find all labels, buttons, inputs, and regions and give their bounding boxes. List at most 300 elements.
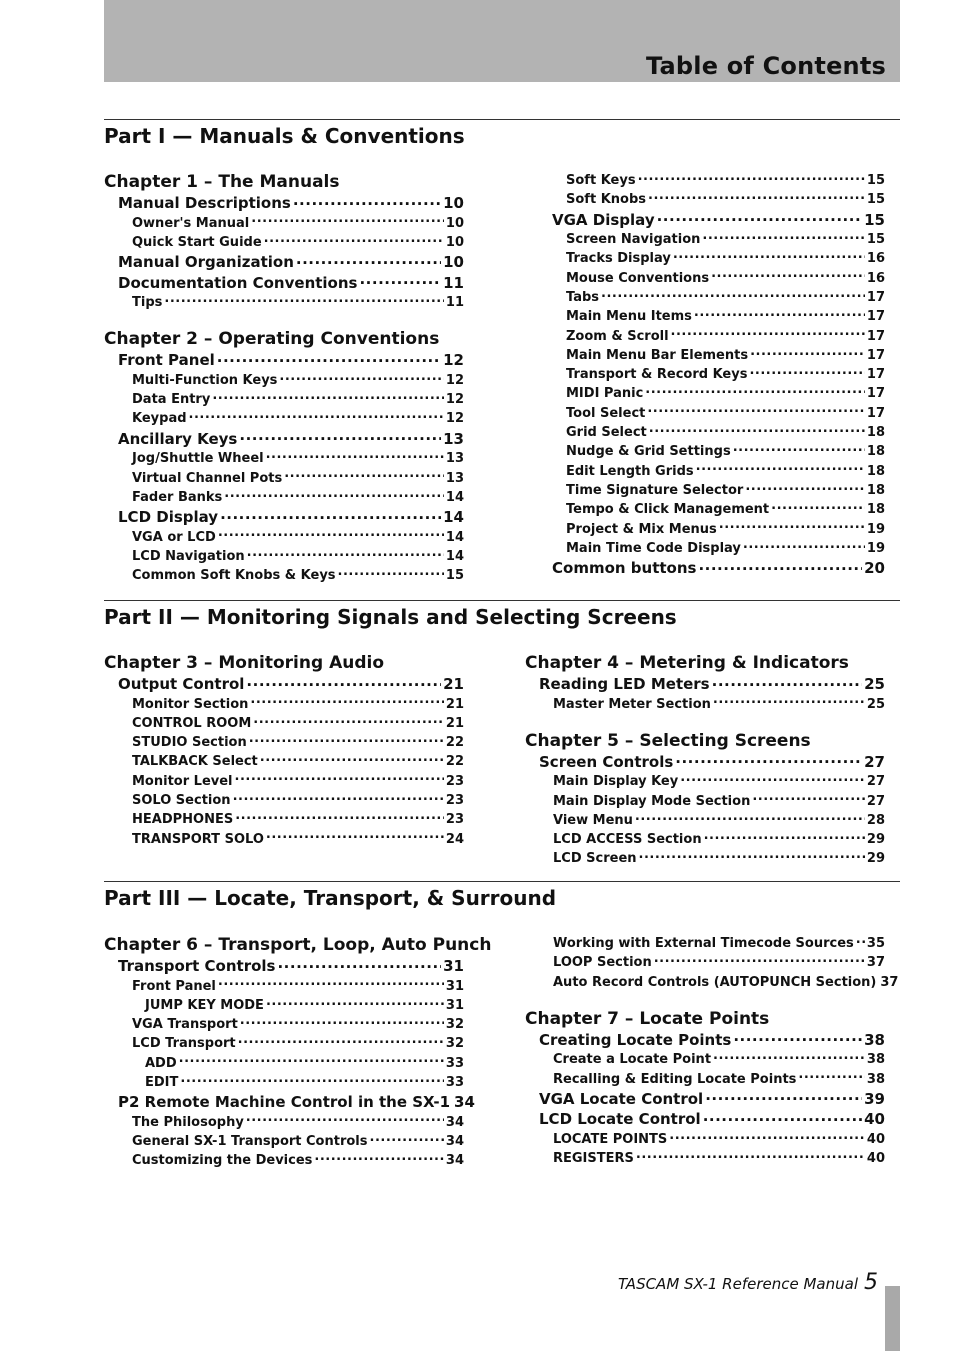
entry-label: Manual Descriptions	[118, 194, 291, 212]
entry-label: Screen Navigation	[566, 232, 701, 248]
dot-leader	[212, 390, 444, 403]
entry-label: Front Panel	[132, 978, 216, 994]
toc-section-entry[interactable]	[104, 350, 464, 371]
entry-label: Ancillary Keys	[118, 429, 238, 448]
toc-subsection-entry[interactable]	[538, 500, 885, 519]
toc-subsection-entry[interactable]	[104, 233, 464, 252]
entry-page-number: 12	[445, 372, 464, 388]
entry-label: Quick Start Guide	[132, 234, 262, 250]
toc-subsection-entry[interactable]	[525, 1070, 885, 1089]
toc-section-entry[interactable]	[104, 252, 464, 273]
entry-label: HEADPHONES	[132, 812, 234, 828]
entry-page-number: 19	[866, 521, 885, 537]
entry-label: General SX-1 Transport Controls	[132, 1134, 368, 1150]
entry-label: Grid Select	[566, 425, 647, 441]
toc-section-entry[interactable]	[104, 507, 464, 528]
toc-subsection-entry[interactable]	[525, 953, 885, 972]
dot-leader	[264, 233, 444, 246]
toc-subsection-entry[interactable]	[104, 449, 464, 468]
entry-page-number: 25	[864, 675, 885, 693]
dot-leader	[370, 1132, 444, 1145]
toc-section-entry[interactable]	[525, 674, 885, 695]
entry-label: Recalling & Editing Locate Points	[553, 1071, 797, 1087]
part-title: Part II — Monitoring Signals and Selecting Screens	[104, 605, 677, 629]
entry-label: LCD Transport	[132, 1036, 236, 1052]
entry-label: LCD Locate Control	[539, 1110, 701, 1129]
dot-leader	[217, 350, 441, 365]
toc-subsection-entry[interactable]	[525, 772, 885, 791]
dot-leader	[712, 674, 863, 689]
chapter-heading: Chapter 6 – Transport, Loop, Auto Punch	[104, 935, 492, 955]
part-2	[104, 600, 900, 881]
entry-label: EDIT	[145, 1074, 179, 1090]
entry-label: Screen Controls	[539, 752, 674, 771]
toc-section-entry[interactable]	[104, 273, 464, 294]
toc-subsection-entry[interactable]	[104, 695, 464, 714]
toc-subsection-entry[interactable]	[525, 695, 885, 714]
dot-leader	[189, 409, 444, 422]
dot-leader	[856, 934, 865, 947]
toc-subsection-entry[interactable]	[538, 171, 885, 190]
entry-page-number: 38	[864, 1030, 885, 1049]
toc-subsection-entry[interactable]	[525, 849, 885, 868]
entry-page-number: 10	[443, 194, 464, 212]
entry-page-number: 10	[443, 253, 464, 272]
entry-page-number: 13	[443, 429, 464, 448]
dot-leader	[702, 230, 864, 243]
toc-subsection-entry[interactable]	[538, 404, 885, 423]
entry-page-number: 33	[445, 1055, 464, 1071]
dot-leader	[266, 830, 444, 843]
toc-subsection-entry[interactable]	[525, 973, 899, 992]
entry-page-number: 32	[445, 1017, 464, 1033]
page-number: 5	[864, 1270, 878, 1295]
entry-page-number: 27	[864, 752, 885, 771]
toc-subsection-entry[interactable]	[525, 1130, 885, 1149]
entry-label: LCD Screen	[553, 851, 637, 867]
page-footer	[618, 1270, 878, 1295]
entry-label: Zoom & Scroll	[566, 328, 669, 344]
dot-leader	[745, 481, 865, 494]
dot-leader	[694, 307, 865, 320]
toc-section-entry[interactable]	[104, 193, 464, 214]
entry-page-number: 35	[866, 936, 885, 951]
entry-page-number: 29	[866, 832, 885, 848]
toc-section-entry[interactable]	[104, 956, 464, 977]
dot-leader	[359, 273, 441, 288]
dot-leader	[601, 288, 865, 301]
toc-section-entry[interactable]	[538, 210, 885, 231]
toc-subsection-entry[interactable]	[104, 1113, 464, 1132]
entry-page-number: 40	[864, 1110, 885, 1129]
dot-leader	[246, 674, 441, 689]
dot-leader	[649, 423, 865, 436]
dot-leader	[253, 714, 444, 727]
entry-page-number: 17	[866, 309, 885, 325]
toc-subsection-entry[interactable]	[538, 327, 885, 346]
entry-page-number: 14	[445, 489, 464, 505]
entry-page-number: 13	[445, 451, 464, 467]
entry-page-number: 17	[866, 328, 885, 344]
entry-label: VGA Display	[552, 210, 655, 229]
toc-subsection-entry[interactable]	[538, 481, 885, 500]
entry-label: Main Menu Items	[566, 309, 692, 325]
toc-subsection-entry[interactable]	[104, 1073, 464, 1092]
toc-subsection-entry[interactable]	[538, 346, 885, 365]
entry-page-number: 10	[445, 234, 464, 250]
entry-label: Create a Locate Point	[553, 1052, 712, 1068]
dot-leader	[240, 1015, 444, 1028]
dot-leader	[743, 539, 865, 552]
entry-page-number: 40	[866, 1151, 885, 1167]
entry-page-number: 11	[445, 295, 464, 311]
toc-subsection-entry[interactable]	[538, 442, 885, 461]
spacer	[525, 714, 885, 730]
toc-subsection-entry[interactable]	[104, 293, 464, 312]
entry-label: CONTROL ROOM	[132, 715, 252, 731]
entry-page-number: 11	[443, 273, 464, 292]
toc-subsection-entry[interactable]	[104, 1132, 464, 1151]
dot-leader	[293, 193, 441, 208]
thumb-tab	[885, 1286, 900, 1351]
toc-subsection-entry[interactable]	[538, 288, 885, 307]
toc-section-entry[interactable]	[525, 752, 885, 773]
toc-subsection-entry[interactable]	[104, 830, 464, 849]
entry-page-number: 21	[445, 715, 464, 731]
toc-subsection-entry[interactable]	[538, 520, 885, 539]
entry-page-number: 15	[864, 210, 885, 229]
entry-label: Main Display Key	[553, 774, 679, 790]
entry-label: Front Panel	[118, 351, 215, 370]
entry-label: Tool Select	[566, 405, 646, 421]
dot-leader	[669, 1130, 865, 1143]
toc-subsection-entry[interactable]	[538, 249, 885, 268]
entry-label: View Menu	[553, 812, 633, 828]
entry-label: Common Soft Knobs & Keys	[132, 568, 336, 584]
part-3	[104, 881, 900, 1182]
entry-page-number: 37	[880, 974, 899, 990]
entry-page-number: 38	[866, 1071, 885, 1087]
entry-page-number: 31	[443, 957, 464, 975]
toc-subsection-entry[interactable]	[525, 934, 885, 953]
dot-leader	[284, 469, 444, 482]
entry-label: Edit Length Grids	[566, 463, 694, 479]
toc-subsection-entry[interactable]	[104, 772, 464, 791]
entry-page-number: 17	[866, 367, 885, 383]
entry-page-number: 23	[445, 792, 464, 808]
chapter-heading: Chapter 7 – Locate Points	[525, 1008, 770, 1029]
entry-label: VGA or LCD	[132, 529, 216, 545]
dot-leader	[277, 956, 441, 971]
toc-subsection-entry[interactable]	[104, 547, 464, 566]
entry-page-number: 31	[445, 997, 464, 1013]
entry-label: LOOP Section	[553, 955, 652, 971]
entry-label: VGA Transport	[132, 1017, 238, 1033]
chapter-heading: Chapter 4 – Metering & Indicators	[525, 653, 849, 673]
entry-label: Mouse Conventions	[566, 270, 710, 286]
toc-subsection-entry[interactable]	[538, 462, 885, 481]
dot-leader	[752, 792, 865, 805]
dot-leader	[314, 1151, 444, 1164]
entry-label: Soft Knobs	[566, 192, 646, 208]
toc-subsection-entry[interactable]	[538, 384, 885, 403]
entry-label: Manual Organization	[118, 253, 294, 272]
header-band	[104, 0, 900, 82]
entry-page-number: 27	[866, 774, 885, 790]
entry-page-number: 12	[445, 392, 464, 408]
manual-name: TASCAM SX-1 Reference Manual	[618, 1275, 858, 1293]
entry-label: Transport & Record Keys	[566, 367, 748, 383]
entry-page-number: 16	[866, 251, 885, 267]
entry-label: Tips	[132, 295, 163, 311]
entry-label: The Philosophy	[132, 1114, 244, 1130]
entry-label: Main Time Code Display	[566, 540, 741, 556]
entry-label: Time Signature Selector	[566, 482, 744, 498]
spacer	[104, 312, 464, 328]
entry-page-number: 19	[866, 540, 885, 556]
dot-leader	[220, 507, 441, 522]
entry-page-number: 34	[445, 1114, 464, 1130]
toc-subsection-entry[interactable]	[538, 307, 885, 326]
dot-leader	[713, 1050, 865, 1063]
toc-section-entry[interactable]	[525, 1030, 885, 1051]
toc-section-entry[interactable]	[525, 1109, 885, 1130]
toc-subsection-entry[interactable]	[525, 792, 885, 811]
toc-subsection-entry[interactable]	[104, 977, 464, 996]
entry-label: Master Meter Section	[553, 696, 711, 712]
entry-label: Monitor Section	[132, 696, 249, 712]
entry-label: Main Menu Bar Elements	[566, 347, 749, 363]
entry-label: TALKBACK Select	[132, 754, 258, 770]
dot-leader	[266, 449, 444, 462]
toc-subsection-entry[interactable]	[104, 488, 464, 507]
toc-subsection-entry[interactable]	[538, 269, 885, 288]
dot-leader	[164, 293, 444, 306]
dot-leader	[657, 210, 863, 225]
entry-label: Soft Keys	[566, 173, 636, 188]
toc-subsection-entry[interactable]	[538, 423, 885, 442]
toc-section-entry[interactable]	[525, 1089, 885, 1110]
toc-column-left	[104, 934, 492, 1171]
entry-page-number: 40	[866, 1131, 885, 1147]
dot-leader	[771, 500, 865, 513]
entry-page-number: 15	[866, 173, 885, 188]
toc-subsection-entry[interactable]	[104, 214, 464, 233]
page-title: Table of Contents	[646, 52, 886, 80]
entry-page-number: 18	[866, 463, 885, 479]
toc-section-entry[interactable]	[104, 429, 464, 450]
entry-label: LOCATE POINTS	[553, 1131, 668, 1147]
dot-leader	[224, 488, 444, 501]
dot-leader	[704, 830, 865, 843]
entry-page-number: 17	[866, 347, 885, 363]
entry-page-number: 34	[445, 1153, 464, 1169]
toc-subsection-entry[interactable]	[104, 566, 464, 585]
dot-leader	[296, 252, 441, 267]
dot-leader	[639, 849, 865, 862]
entry-label: Tabs	[566, 289, 600, 305]
entry-page-number: 34	[454, 1093, 475, 1112]
toc-subsection-entry[interactable]	[104, 752, 464, 771]
dot-leader	[179, 1054, 444, 1067]
entry-page-number: 14	[445, 548, 464, 564]
entry-page-number: 32	[445, 1036, 464, 1052]
toc-subsection-entry[interactable]	[104, 528, 464, 547]
toc-subsection-entry[interactable]	[104, 1034, 464, 1053]
entry-label: LCD Navigation	[132, 548, 245, 564]
entry-page-number: 12	[443, 351, 464, 370]
toc-subsection-entry[interactable]	[104, 469, 464, 488]
entry-label: Common buttons	[552, 559, 697, 578]
entry-label: STUDIO Section	[132, 735, 247, 751]
dot-leader	[750, 346, 865, 359]
toc-subsection-entry[interactable]	[104, 1151, 464, 1170]
dot-leader	[680, 772, 865, 785]
entry-page-number: 14	[445, 529, 464, 545]
chapter-heading: Chapter 5 – Selecting Screens	[525, 730, 811, 751]
entry-label: MIDI Panic	[566, 386, 644, 402]
entry-label: Documentation Conventions	[118, 273, 358, 292]
entry-label: Multi-Function Keys	[132, 372, 278, 388]
toc-subsection-entry[interactable]	[104, 390, 464, 409]
toc-subsection-entry[interactable]	[104, 1015, 464, 1034]
toc-subsection-entry[interactable]	[104, 409, 464, 428]
entry-page-number: 22	[445, 754, 464, 770]
toc-subsection-entry[interactable]	[538, 539, 885, 558]
entry-page-number: 15	[445, 568, 464, 584]
dot-leader	[798, 1070, 865, 1083]
entry-page-number: 14	[443, 508, 464, 527]
toc-subsection-entry[interactable]	[525, 1050, 885, 1069]
entry-page-number: 22	[445, 735, 464, 751]
entry-label: SOLO Section	[132, 792, 231, 808]
entry-label: LCD ACCESS Section	[553, 832, 702, 848]
dot-leader	[647, 404, 865, 417]
dot-leader	[233, 791, 444, 804]
dot-leader	[218, 528, 444, 541]
entry-label: Reading LED Meters	[539, 675, 710, 693]
dot-leader	[238, 1034, 444, 1047]
entry-page-number: 34	[445, 1134, 464, 1150]
entry-page-number: 21	[445, 696, 464, 712]
toc-column-left	[104, 652, 464, 849]
dot-leader	[696, 462, 865, 475]
entry-label: Nudge & Grid Settings	[566, 444, 731, 460]
entry-label: REGISTERS	[553, 1151, 634, 1167]
toc-subsection-entry[interactable]	[525, 1149, 885, 1168]
dot-leader	[235, 772, 444, 785]
dot-leader	[749, 365, 864, 378]
entry-label: Tempo & Click Management	[566, 502, 770, 518]
entry-page-number: 18	[866, 444, 885, 460]
entry-page-number: 20	[864, 559, 885, 578]
dot-leader	[645, 384, 865, 397]
toc-column-left	[104, 171, 464, 586]
entry-label: Tracks Display	[566, 251, 671, 267]
part-title: Part I — Manuals & Conventions	[104, 124, 465, 148]
entry-label: P2 Remote Machine Control in the SX-1	[118, 1093, 451, 1112]
toc-section-entry[interactable]	[104, 1092, 475, 1113]
dot-leader	[338, 566, 444, 579]
dot-leader	[638, 171, 865, 184]
entry-label: Keypad	[132, 411, 187, 427]
dot-leader	[180, 1073, 444, 1086]
entry-page-number: 10	[445, 215, 464, 231]
entry-label: Owner's Manual	[132, 215, 250, 231]
toc-subsection-entry[interactable]	[538, 365, 885, 384]
entry-label: ADD	[145, 1055, 177, 1071]
dot-leader	[635, 811, 865, 824]
chapter-heading: Chapter 2 – Operating Conventions	[104, 329, 440, 350]
entry-page-number: 29	[866, 851, 885, 867]
dot-leader	[719, 520, 865, 533]
dot-leader	[246, 1113, 444, 1126]
entry-label: Main Display Mode Section	[553, 793, 751, 809]
entry-label: Creating Locate Points	[539, 1030, 732, 1049]
entry-label: Transport Controls	[118, 957, 276, 975]
toc-subsection-entry[interactable]	[538, 190, 885, 209]
entry-page-number: 18	[866, 482, 885, 498]
dot-leader	[247, 547, 444, 560]
entry-label: Customizing the Devices	[132, 1153, 313, 1169]
dot-leader	[235, 810, 444, 823]
entry-page-number: 24	[445, 831, 464, 847]
dot-leader	[636, 1149, 865, 1162]
toc-column-right	[525, 652, 885, 869]
toc-subsection-entry[interactable]	[525, 811, 885, 830]
toc-subsection-entry[interactable]	[104, 714, 464, 733]
toc-column-right	[538, 171, 885, 579]
entry-page-number: 37	[866, 955, 885, 971]
entry-label: Data Entry	[132, 392, 211, 408]
dot-leader	[733, 442, 865, 455]
entry-label: Fader Banks	[132, 489, 223, 505]
entry-page-number: 27	[866, 793, 885, 809]
toc-subsection-entry[interactable]	[538, 230, 885, 249]
toc-subsection-entry[interactable]	[104, 733, 464, 752]
dot-leader	[249, 733, 444, 746]
toc-subsection-entry[interactable]	[525, 830, 885, 849]
toc-subsection-entry[interactable]	[104, 810, 464, 829]
dot-leader	[733, 1030, 862, 1045]
toc-subsection-entry[interactable]	[104, 371, 464, 390]
entry-page-number: 39	[864, 1089, 885, 1108]
entry-page-number: 12	[445, 411, 464, 427]
entry-page-number: 23	[445, 812, 464, 828]
dot-leader	[654, 953, 865, 966]
toc-section-entry[interactable]	[538, 558, 885, 579]
entry-page-number: 17	[866, 289, 885, 305]
entry-label: Output Control	[118, 675, 245, 693]
toc-subsection-entry[interactable]	[104, 996, 464, 1015]
entry-page-number: 31	[445, 978, 464, 994]
toc-section-entry[interactable]	[104, 674, 464, 695]
entry-label: LCD Display	[118, 508, 219, 527]
entry-page-number: 13	[445, 470, 464, 486]
entry-page-number: 18	[866, 425, 885, 441]
toc-subsection-entry[interactable]	[104, 1054, 464, 1073]
entry-page-number: 15	[866, 232, 885, 248]
dot-leader	[698, 558, 862, 573]
dot-leader	[648, 190, 865, 203]
entry-label: JUMP KEY MODE	[145, 997, 264, 1013]
entry-page-number: 18	[866, 502, 885, 518]
entry-label: Monitor Level	[132, 773, 233, 789]
toc-subsection-entry[interactable]	[104, 791, 464, 810]
dot-leader	[713, 695, 865, 708]
entry-page-number: 28	[866, 812, 885, 828]
entry-page-number: 15	[866, 192, 885, 208]
